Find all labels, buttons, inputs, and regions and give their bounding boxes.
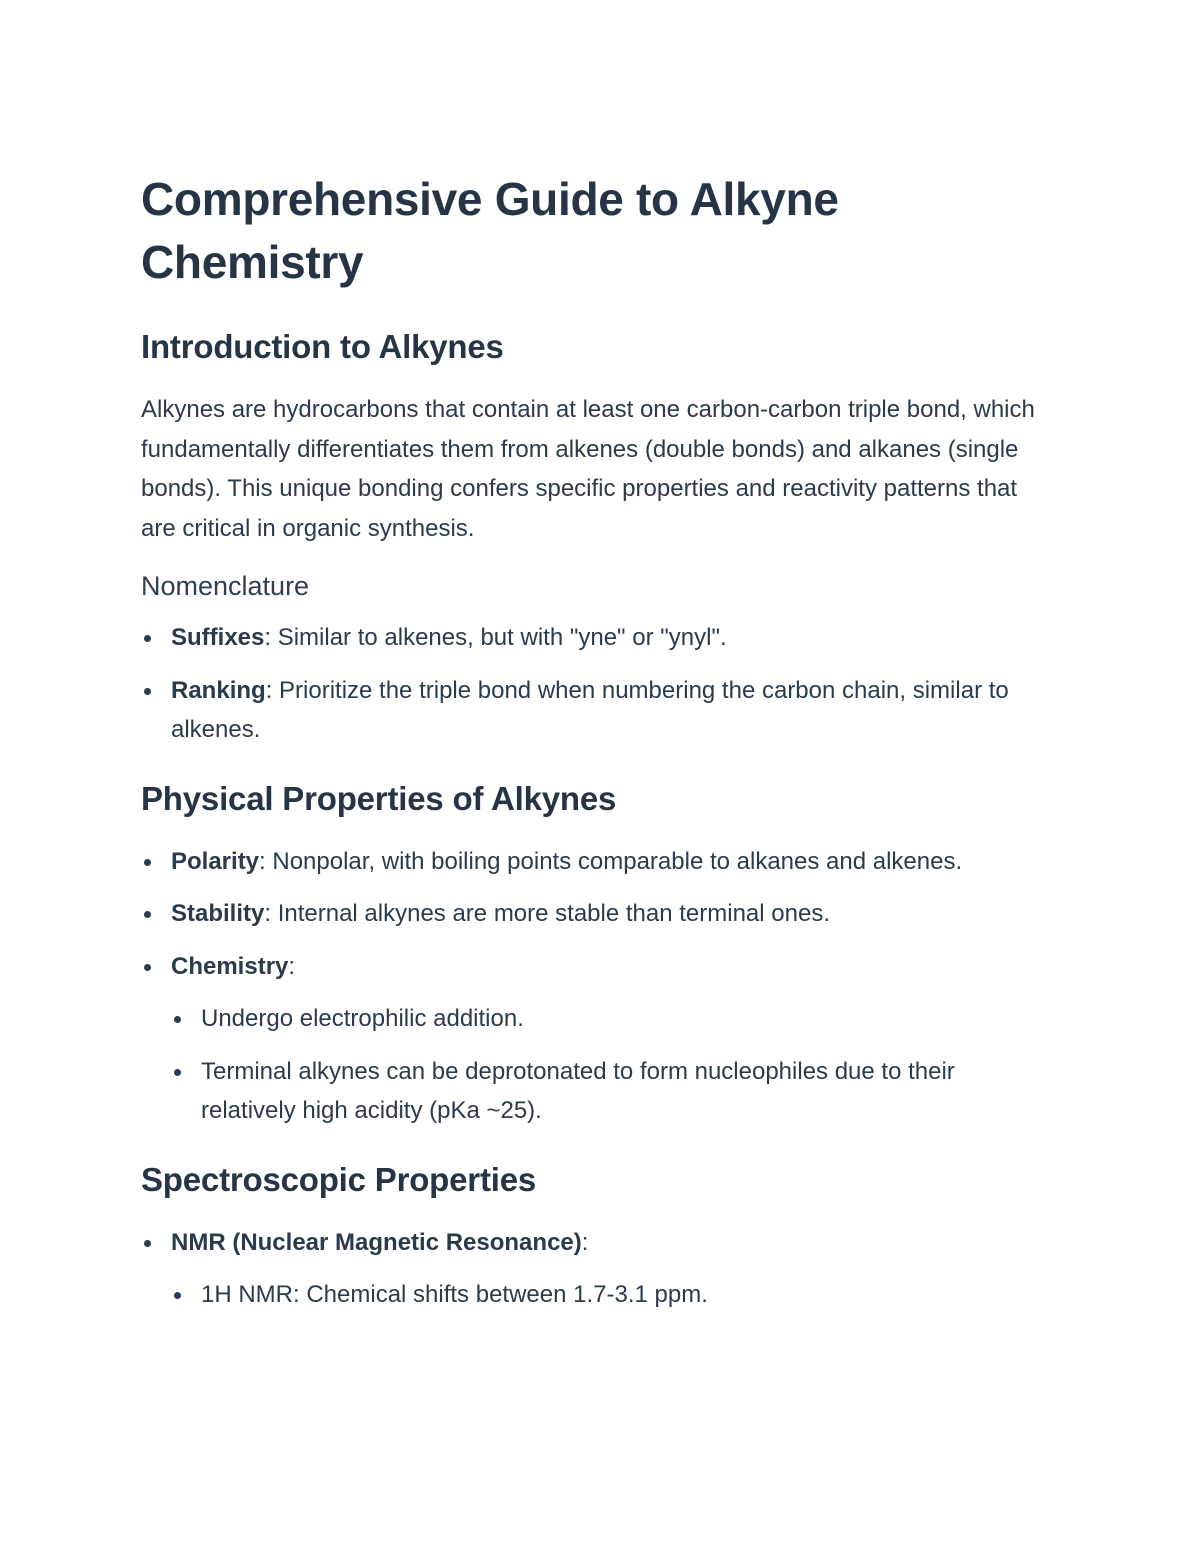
document-title: Comprehensive Guide to Alkyne Chemistry	[141, 173, 839, 288]
spectroscopic-properties-list	[141, 1223, 1041, 1315]
list-item-term: NMR (Nuclear Magnetic Resonance)	[171, 1228, 582, 1256]
list-item-term: Polarity	[171, 847, 260, 875]
list-item-term: Stability	[171, 900, 265, 927]
list-item-term: Suffixes	[171, 624, 265, 651]
list-item	[141, 842, 1041, 882]
nmr-sublist	[171, 1275, 1041, 1315]
document-page	[141, 168, 1041, 1328]
intro-paragraph: Alkynes are hydrocarbons that contain at least one carbon-carbon triple bond, which fundamentally differentiates them from alkenes (double bonds) and alkanes (single bonds). This unique bonding confers specific properties and reactivity patterns that are critical in organic synthesis.	[141, 396, 1035, 542]
list-item-text: :	[581, 1228, 589, 1256]
list-item-text: :	[288, 952, 296, 980]
list-item	[141, 671, 1041, 750]
section-heading-introduction: Introduction to Alkynes	[141, 328, 504, 365]
chemistry-sublist	[171, 999, 1041, 1131]
list-item	[141, 1223, 1041, 1315]
list-item-text: : Prioritize the triple bond when numbering the carbon chain, similar to alkenes.	[171, 676, 1009, 743]
physical-properties-list	[141, 842, 1041, 1131]
list-item-term: Ranking	[171, 676, 266, 704]
list-item	[141, 894, 1041, 934]
sublist-item: 1H NMR: Chemical shifts between 1.7-3.1 ppm.	[171, 1275, 1041, 1315]
subsection-heading-nomenclature: Nomenclature	[141, 571, 310, 601]
list-item-text: : Similar to alkenes, but with "yne" or "ynyl".	[264, 624, 727, 651]
section-heading-spectroscopic-properties: Spectroscopic Properties	[141, 1160, 537, 1198]
section-heading-physical-properties: Physical Properties of Alkynes	[141, 779, 617, 817]
list-item-term: Chemistry	[171, 952, 289, 980]
list-item	[141, 618, 1041, 658]
list-item	[141, 947, 1041, 1131]
sublist-item: Terminal alkynes can be deprotonated to form nucleophiles due to their relatively high acidity (pKa ~25).	[171, 1052, 1041, 1131]
list-item-text: : Internal alkynes are more stable than terminal ones.	[264, 900, 830, 927]
list-item-text: : Nonpolar, with boiling points comparable to alkanes and alkenes.	[259, 847, 963, 875]
nomenclature-list	[141, 618, 1041, 750]
sublist-item: Undergo electrophilic addition.	[171, 999, 1041, 1039]
